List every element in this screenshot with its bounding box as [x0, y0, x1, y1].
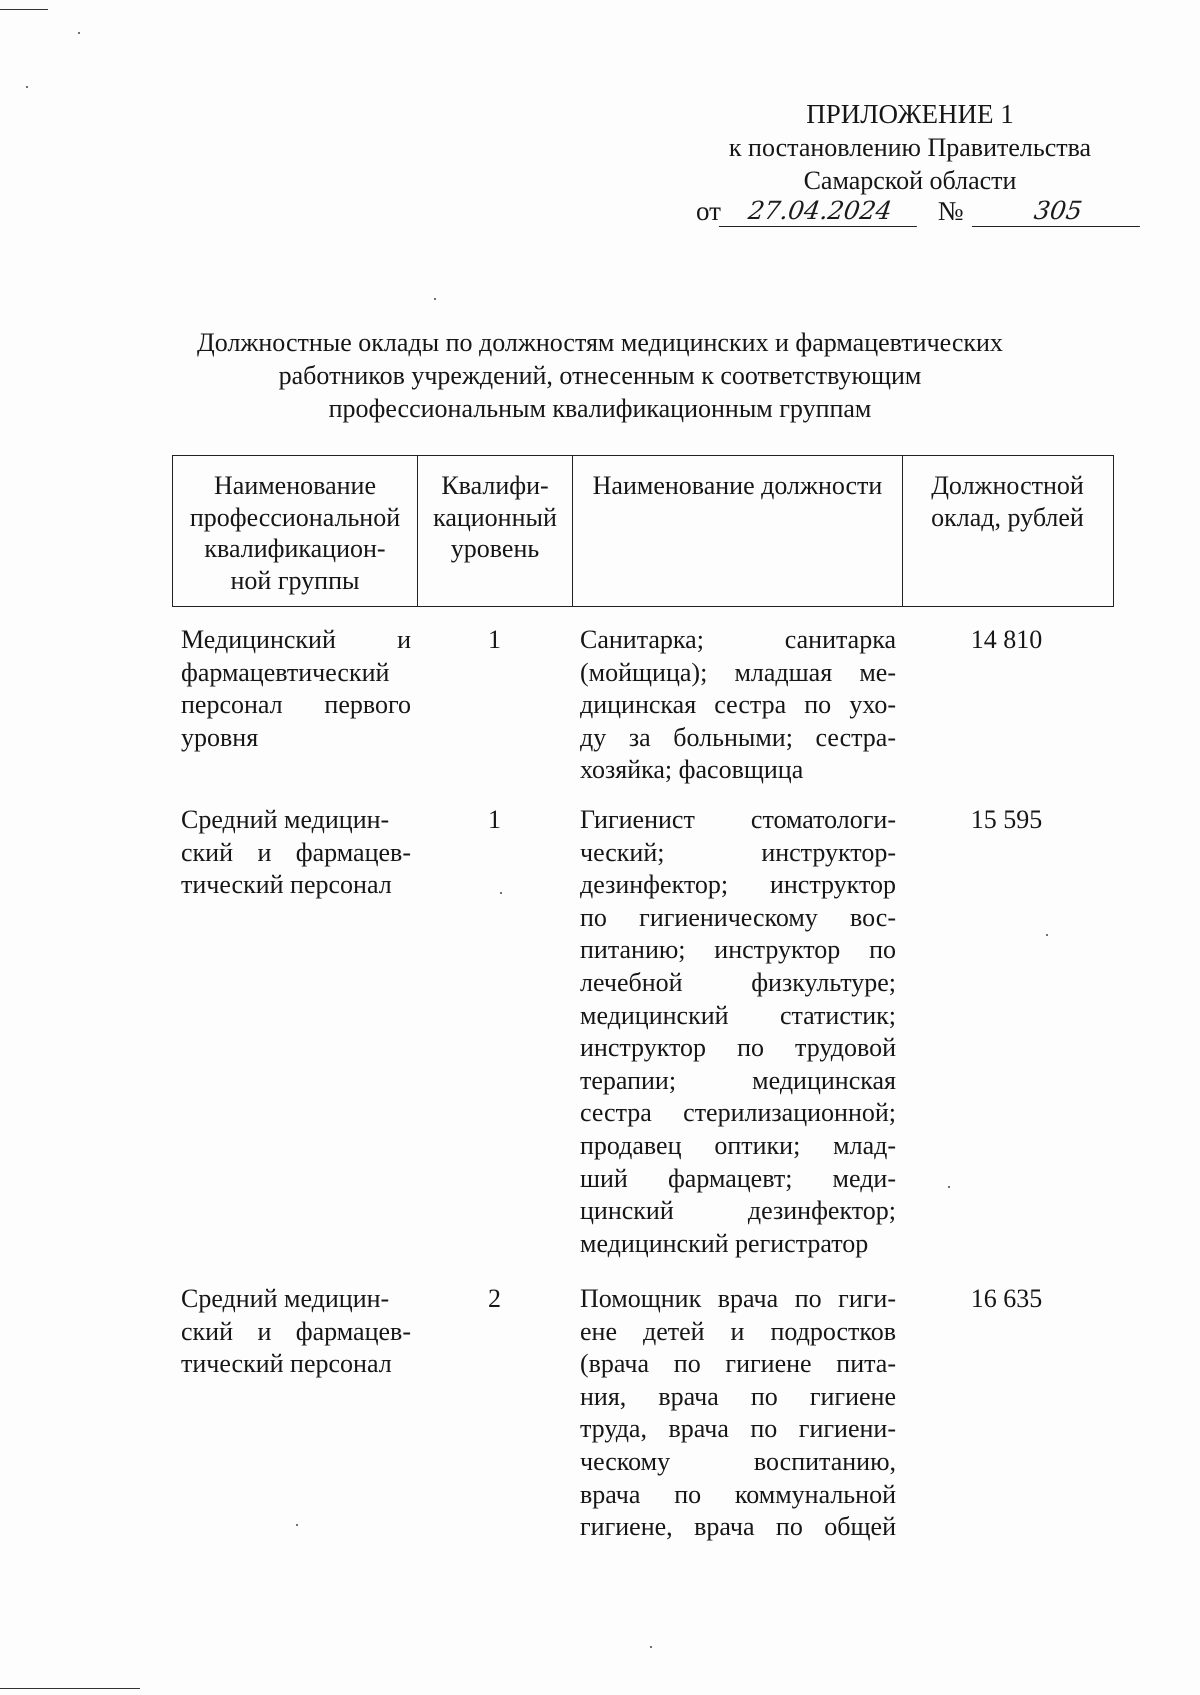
cell-line: (врача по гигиене пита-	[580, 1349, 896, 1379]
position-cell	[572, 1283, 902, 1544]
cell-line: гигиене, врача по общей	[580, 1512, 896, 1542]
level-cell: 1	[488, 625, 501, 654]
scan-speck	[434, 298, 436, 300]
cell-line: по гигиеническому вос-	[580, 902, 896, 932]
cell-line: ский и фармацев-	[181, 837, 411, 867]
cell-line: Санитарка; санитарка	[580, 625, 896, 654]
position-cell	[572, 624, 902, 787]
title-line: работников учреждений, отнесенным к соответствующим	[278, 361, 922, 390]
handwritten-date: 27.04.2024	[719, 196, 921, 227]
cell-line: ене детей и подростков	[580, 1316, 896, 1346]
scan-speck	[26, 86, 28, 88]
header-line: Наименование должности	[592, 471, 883, 500]
appendix-line: к постановлению Правительства	[728, 133, 1092, 162]
cell-line: ческому воспитанию,	[580, 1446, 896, 1476]
cell-line: хозяйка; фасовщица	[580, 755, 804, 785]
from-label: от	[696, 196, 721, 226]
salary-cell: 14 810	[970, 625, 1043, 654]
cell-line: Средний медицин-	[181, 805, 390, 834]
header-line: Квалифи-	[441, 471, 549, 500]
group-cell	[172, 804, 417, 1260]
cell-line: питанию; инструктор по	[580, 935, 896, 965]
level-cell: 1	[488, 805, 501, 834]
title-line: профессиональным квалификационным группам	[328, 394, 872, 423]
cell-line: Средний медицин-	[181, 1284, 390, 1313]
cell-line: ния, врача по гигиене	[580, 1381, 896, 1411]
cell-line: медицинский статистик;	[580, 1000, 896, 1030]
header-line: Должностной	[931, 471, 1084, 500]
cell-line: Гигиенист стоматологи-	[580, 805, 896, 834]
cell-line: Помощник врача по гиги-	[580, 1284, 896, 1313]
header-salary	[903, 456, 1112, 606]
cell-line: продавец оптики; млад-	[580, 1130, 896, 1160]
appendix-line: Самарской области	[803, 166, 1017, 195]
group-cell	[172, 1283, 417, 1544]
cell-line: инструктор по трудовой	[580, 1033, 896, 1063]
scan-edge-line	[0, 1688, 140, 1689]
appendix-header	[700, 98, 1120, 197]
table-row	[172, 624, 1114, 787]
scan-speck	[78, 32, 80, 34]
header-line: ной группы	[230, 565, 360, 595]
cell-line: ческий; инструктор-	[580, 837, 896, 867]
table-header	[172, 455, 1114, 607]
cell-line: (мойщица); младшая ме-	[580, 657, 896, 687]
cell-line: уровня	[181, 722, 259, 752]
header-line: оклад, рублей	[931, 502, 1084, 532]
header-position	[573, 456, 903, 606]
order-date-number	[696, 196, 1142, 232]
cell-line: сестра стерилизационной;	[580, 1098, 896, 1128]
cell-line: Медицинский и	[181, 625, 411, 654]
cell-line: персонал первого	[181, 690, 411, 720]
cell-line: дицинская сестра по ухо-	[580, 690, 896, 720]
scan-edge-line	[0, 9, 48, 10]
cell-line: терапии; медицинская	[580, 1065, 896, 1095]
level-cell: 2	[488, 1284, 501, 1313]
appendix-title: ПРИЛОЖЕНИЕ 1	[806, 99, 1014, 129]
cell-line: медицинский регистратор	[580, 1228, 869, 1258]
header-line: квалификацион-	[204, 534, 386, 563]
handwritten-number: 305	[972, 196, 1144, 227]
title-line: Должностные оклады по должностям медицинских и фармацевтических	[197, 328, 1003, 357]
salary-cell: 15 595	[970, 805, 1043, 834]
table-row	[172, 1283, 1114, 1544]
cell-line: лечебной физкультуре;	[580, 967, 896, 997]
cell-line: дезинфектор; инструктор	[580, 870, 896, 900]
header-line: уровень	[450, 534, 540, 563]
cell-line: ду за больными; сестра-	[580, 722, 896, 752]
header-level	[418, 456, 573, 606]
scan-speck	[650, 1646, 652, 1648]
header-line: Наименование	[214, 471, 376, 500]
header-group	[173, 456, 418, 606]
position-cell	[572, 804, 902, 1260]
header-line: профессиональной	[189, 502, 401, 532]
cell-line: ший фармацевт; меди-	[580, 1163, 896, 1193]
number-label: №	[937, 196, 964, 226]
document-title	[150, 326, 1050, 425]
cell-line: труда, врача по гигиени-	[580, 1414, 896, 1444]
cell-line: ский и фармацев-	[181, 1316, 411, 1346]
cell-line: врача по коммунальной	[580, 1479, 896, 1509]
header-line: кационный	[433, 502, 557, 532]
cell-line: тический персонал	[181, 870, 392, 900]
salary-cell: 16 635	[970, 1284, 1043, 1313]
group-cell	[172, 624, 417, 787]
cell-line: фармацевтический	[181, 657, 390, 687]
cell-line: тический персонал	[181, 1349, 392, 1379]
cell-line: цинский дезинфектор;	[580, 1196, 896, 1226]
table-row	[172, 804, 1114, 1260]
